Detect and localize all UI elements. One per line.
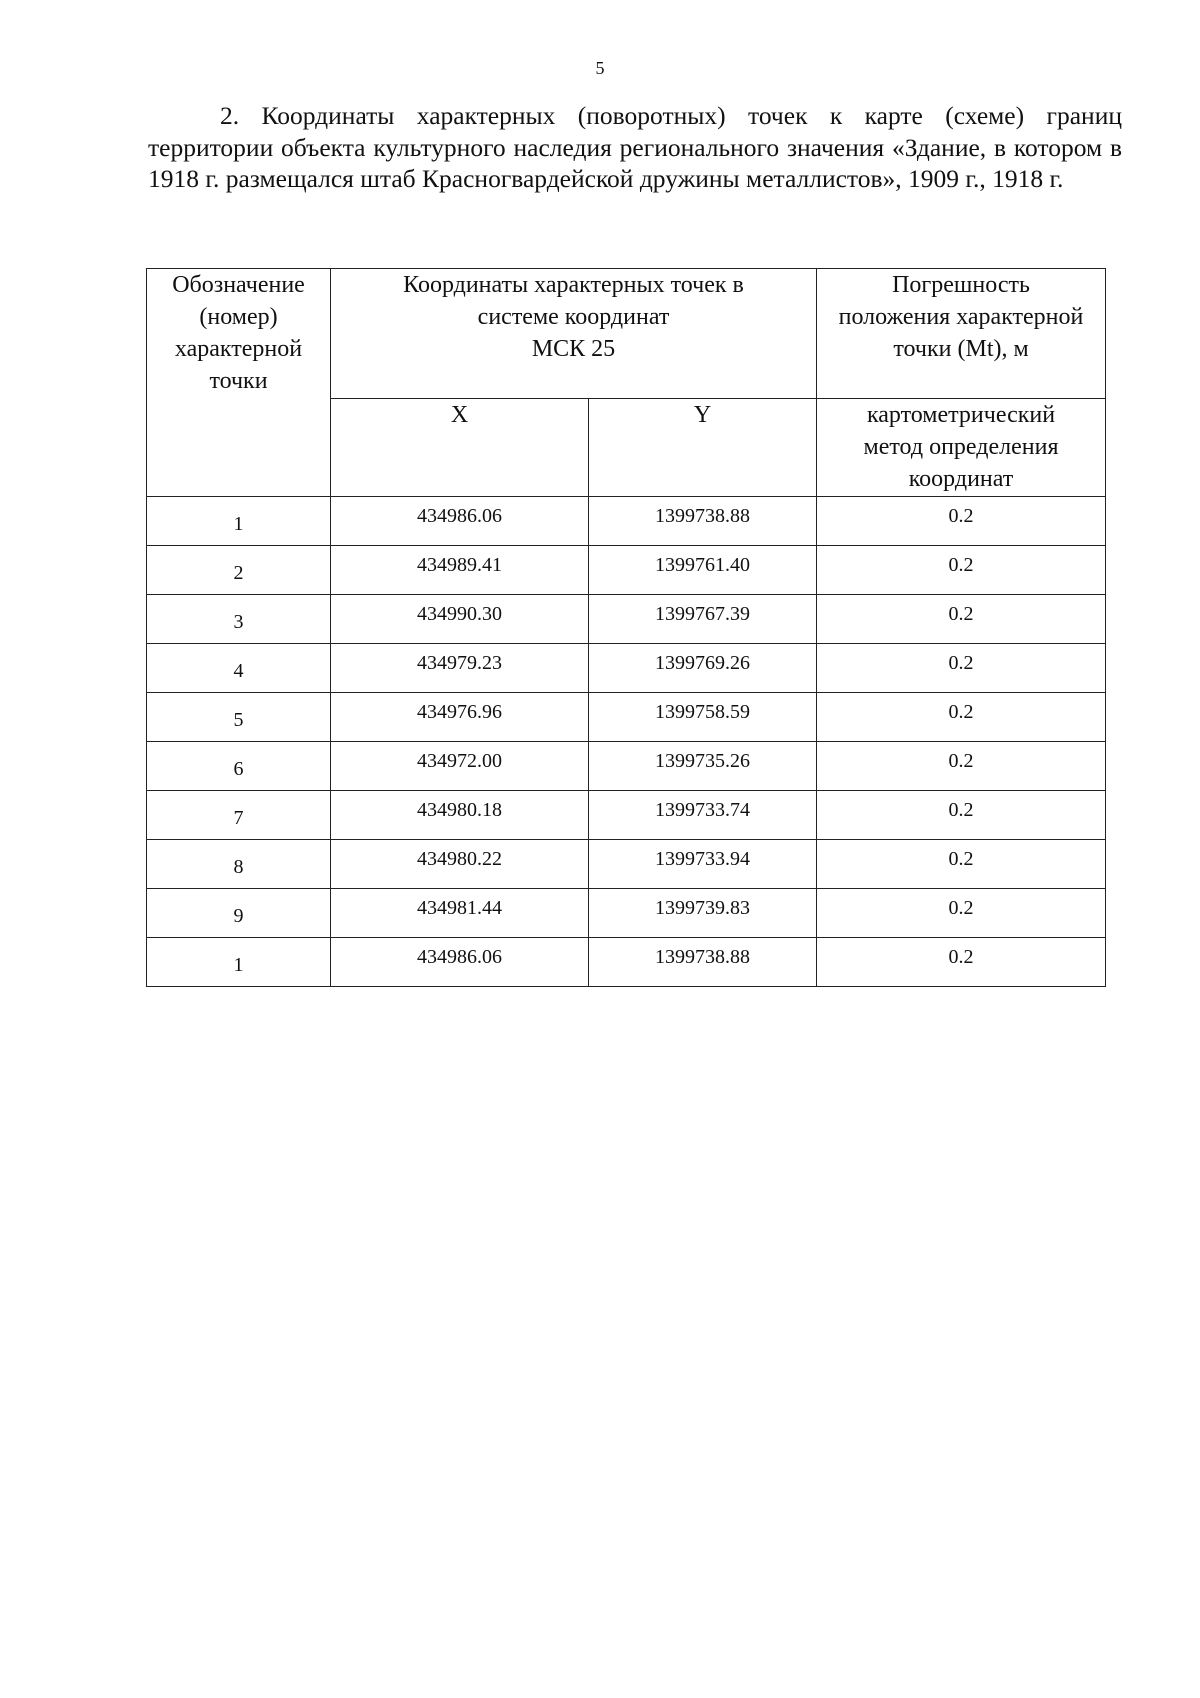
cell-y: 1399733.94 xyxy=(589,840,817,889)
header-designation: Обозначение (номер) характерной точки xyxy=(147,269,331,497)
cell-x: 434972.00 xyxy=(331,742,589,791)
table-row xyxy=(147,840,1106,889)
cell-mt: 0.2 xyxy=(817,938,1106,987)
cell-x: 434981.44 xyxy=(331,889,589,938)
cell-x: 434976.96 xyxy=(331,693,589,742)
cell-x: 434979.23 xyxy=(331,644,589,693)
cell-x: 434986.06 xyxy=(331,497,589,546)
cell-y: 1399738.88 xyxy=(589,938,817,987)
cell-point: 1 xyxy=(147,938,331,987)
cell-point: 5 xyxy=(147,693,331,742)
cell-mt: 0.2 xyxy=(817,791,1106,840)
cell-point: 2 xyxy=(147,546,331,595)
cell-y: 1399767.39 xyxy=(589,595,817,644)
cell-mt: 0.2 xyxy=(817,742,1106,791)
cell-point: 6 xyxy=(147,742,331,791)
cell-point: 1 xyxy=(147,497,331,546)
table-row xyxy=(147,595,1106,644)
table-body xyxy=(147,497,1106,987)
table-row xyxy=(147,497,1106,546)
cell-mt: 0.2 xyxy=(817,693,1106,742)
table-row xyxy=(147,693,1106,742)
header-y: Y xyxy=(589,399,817,497)
header-x: X xyxy=(331,399,589,497)
cell-x: 434990.30 xyxy=(331,595,589,644)
cell-mt: 0.2 xyxy=(817,595,1106,644)
cell-y: 1399738.88 xyxy=(589,497,817,546)
cell-y: 1399735.26 xyxy=(589,742,817,791)
header-coordinates-label: Координаты характерных точек в системе координат xyxy=(403,272,744,330)
header-coordinates xyxy=(331,269,817,399)
table-row xyxy=(147,889,1106,938)
header-method: картометрический метод определения координат xyxy=(817,399,1106,497)
cell-x: 434980.22 xyxy=(331,840,589,889)
cell-mt: 0.2 xyxy=(817,497,1106,546)
cell-mt: 0.2 xyxy=(817,889,1106,938)
header-accuracy: Погрешность положения характерной точки (Mt), м xyxy=(817,269,1106,399)
cell-point: 4 xyxy=(147,644,331,693)
table-row xyxy=(147,644,1106,693)
table-row xyxy=(147,938,1106,987)
cell-mt: 0.2 xyxy=(817,546,1106,595)
cell-mt: 0.2 xyxy=(817,644,1106,693)
cell-mt: 0.2 xyxy=(817,840,1106,889)
cell-y: 1399739.83 xyxy=(589,889,817,938)
cell-x: 434986.06 xyxy=(331,938,589,987)
table-row xyxy=(147,742,1106,791)
cell-y: 1399769.26 xyxy=(589,644,817,693)
page-number: 5 xyxy=(595,58,605,78)
table-row xyxy=(147,791,1106,840)
header-coordinate-system: МСК 25 xyxy=(531,336,616,362)
cell-y: 1399733.74 xyxy=(589,791,817,840)
cell-x: 434980.18 xyxy=(331,791,589,840)
coordinates-table xyxy=(146,268,1106,987)
cell-point: 8 xyxy=(147,840,331,889)
cell-y: 1399761.40 xyxy=(589,546,817,595)
intro-paragraph: 2. Координаты характерных (поворотных) точек к карте (схеме) границ территории объекта культурного наследия регионального значения «Здание, в котором в 1918 г. размещался штаб Красногвардейской дружины металлистов», 1909 г., 1918 г. xyxy=(148,101,1122,193)
cell-point: 7 xyxy=(147,791,331,840)
cell-x: 434989.41 xyxy=(331,546,589,595)
table-header-row xyxy=(147,269,1106,399)
cell-point: 3 xyxy=(147,595,331,644)
cell-y: 1399758.59 xyxy=(589,693,817,742)
cell-point: 9 xyxy=(147,889,331,938)
table-row xyxy=(147,546,1106,595)
